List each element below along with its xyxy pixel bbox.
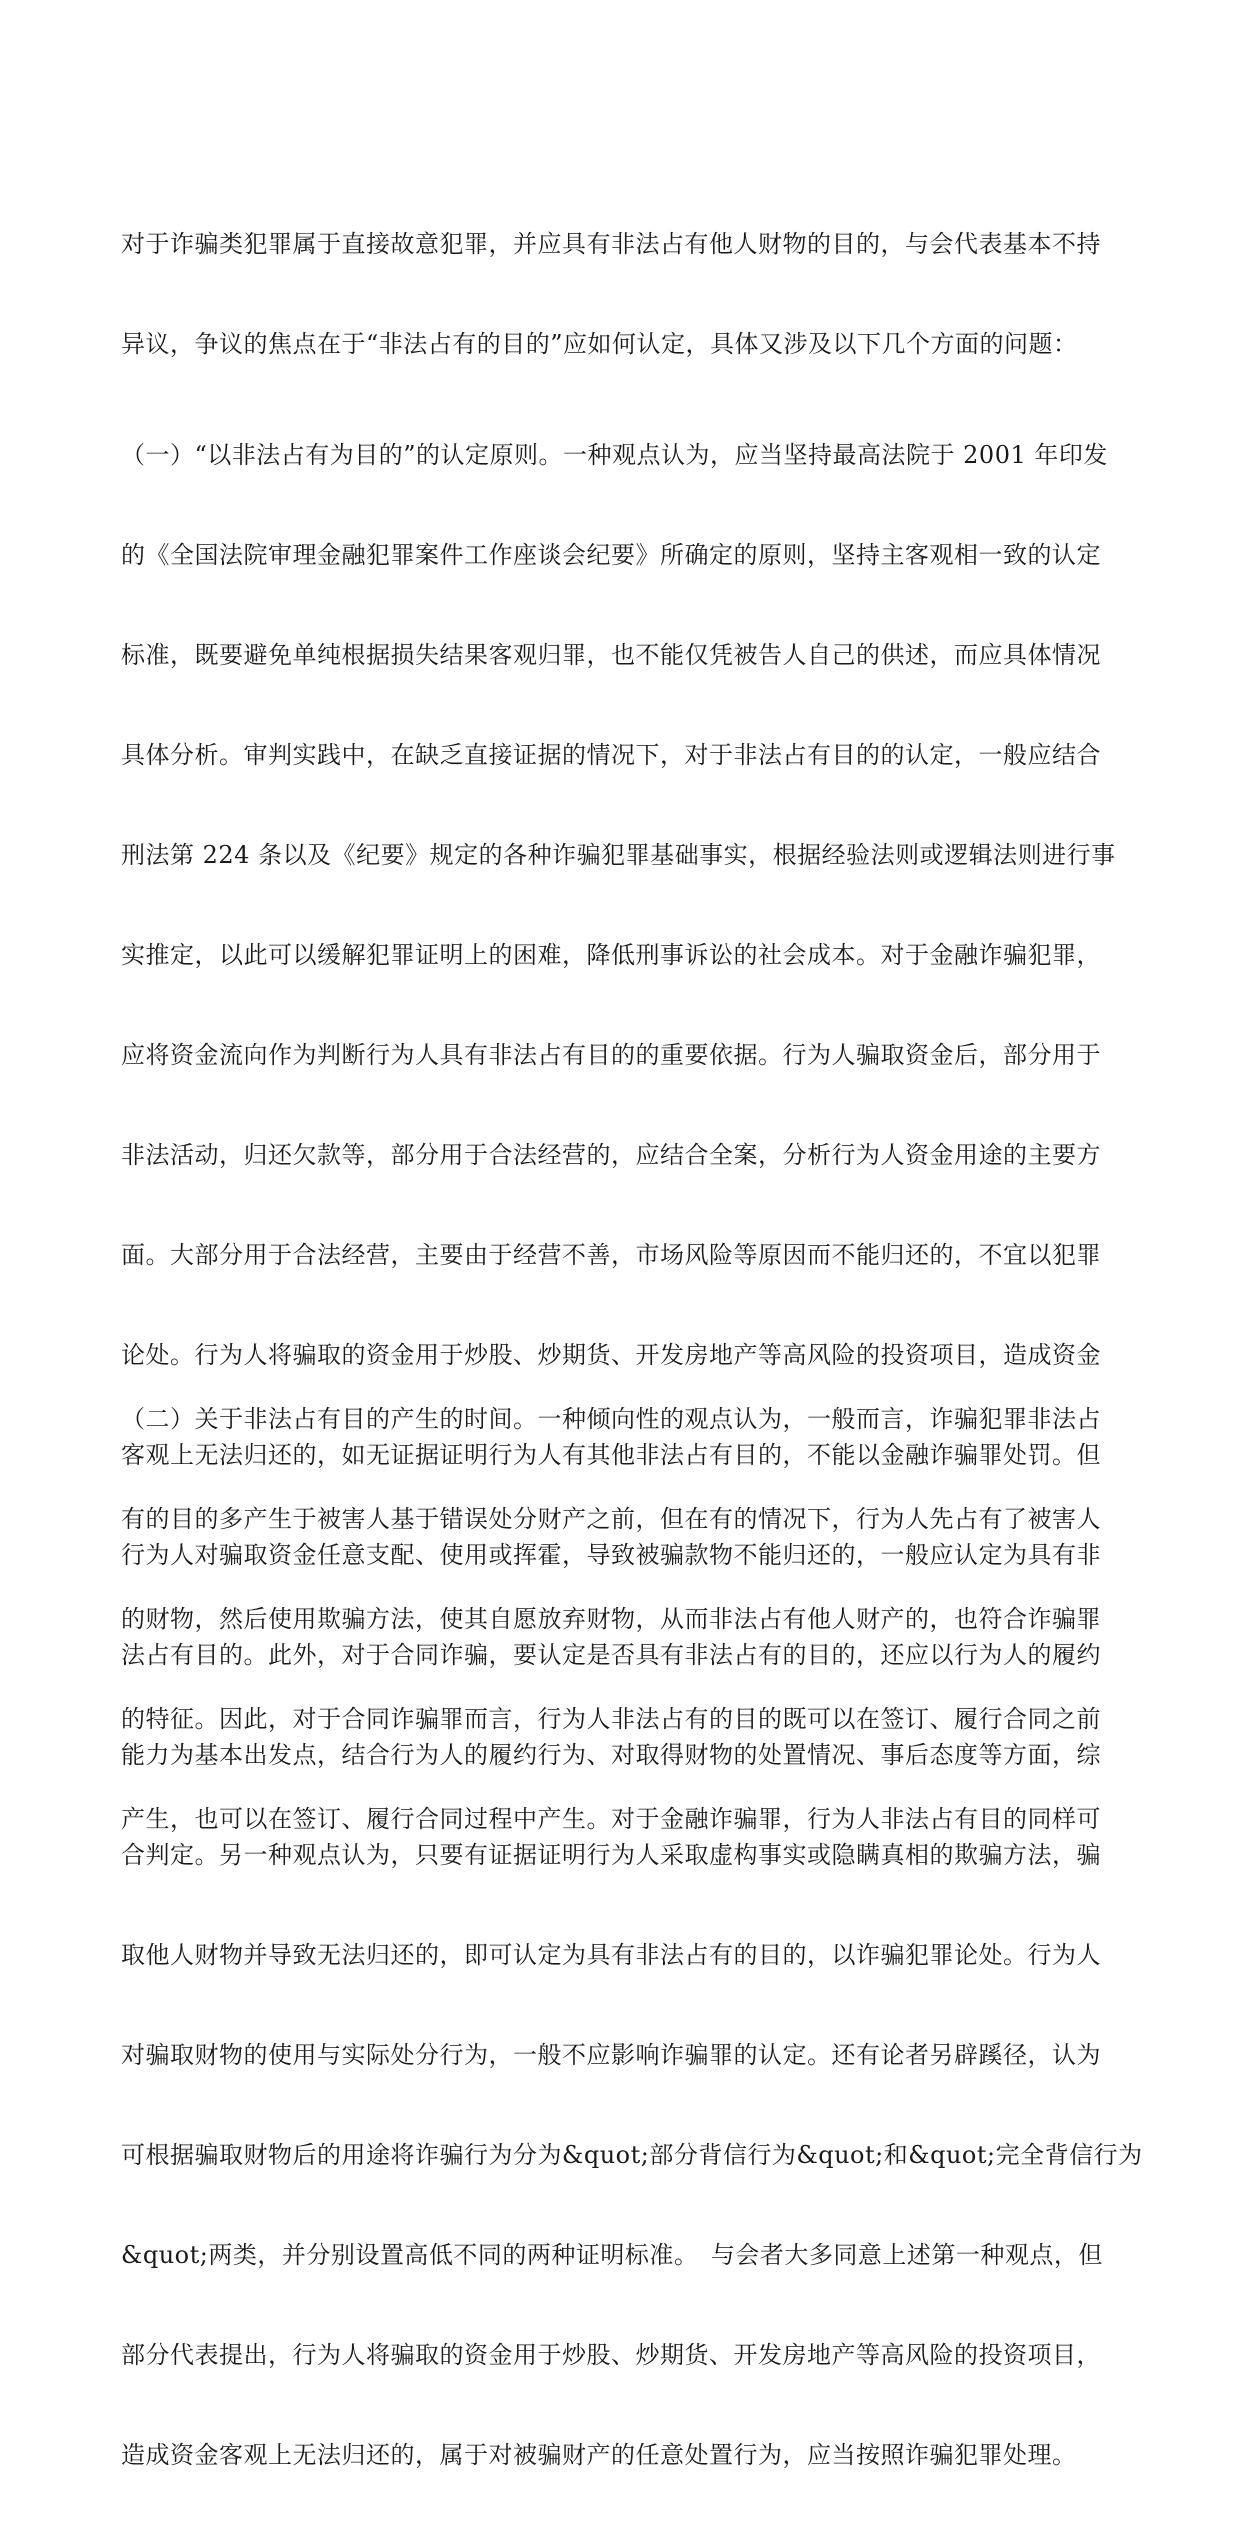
text-line: 客观上无法归还的，如无证据证明行为人有其他非法占有目的，不能以金融诈骗罪处罚。但: [121, 1441, 1101, 1469]
text-line: （二）关于非法占有目的产生的时间。一种倾向性的观点认为，一般而言，诈骗犯罪非法占: [121, 1405, 1101, 1433]
text-line: 的财物，然后使用欺骗方法，使其自愿放弃财物，从而非法占有他人财产的，也符合诈骗罪: [121, 1605, 1101, 1633]
paragraph-section-two: [121, 1341, 1101, 1897]
text-line: 可根据骗取财物后的用途将诈骗行为分为&quot;部分背信行为&quot;和&quot;完全背信行为: [121, 2141, 1143, 2169]
text-line: 产生，也可以在签订、履行合同过程中产生。对于金融诈骗罪，行为人非法占有目的同样可: [121, 1805, 1101, 1833]
text-line: 造成资金客观上无法归还的，属于对被骗财产的任意处置行为，应当按照诈骗犯罪处理。: [121, 2441, 1077, 2469]
text-line: 取他人财物并导致无法归还的，即可认定为具有非法占有的目的，以诈骗犯罪论处。行为人: [121, 1941, 1101, 1969]
text-line: 对于诈骗类犯罪属于直接故意犯罪，并应具有非法占有他人财物的目的，与会代表基本不持: [121, 230, 1101, 258]
text-line: 有的目的多产生于被害人基于错误处分财产之前，但在有的情况下，行为人先占有了被害人: [121, 1505, 1101, 1533]
text-line: 的特征。因此，对于合同诈骗罪而言，行为人非法占有的目的既可以在签订、履行合同之前: [121, 1705, 1101, 1733]
text-line: 刑法第 224 条以及《纪要》规定的各种诈骗犯罪基础事实，根据经验法则或逻辑法则进行事: [121, 841, 1116, 869]
text-line: 面。大部分用于合法经营，主要由于经营不善，市场风险等原因而不能归还的，不宜以犯罪: [121, 1241, 1101, 1269]
text-line: 论处。行为人将骗取的资金用于炒股、炒期货、开发房地产等高风险的投资项目，造成资金: [121, 1341, 1101, 1369]
text-line: 非法活动，归还欠款等，部分用于合法经营的，应结合全案，分析行为人资金用途的主要方: [121, 1141, 1101, 1169]
text-line: 应将资金流向作为判断行为人具有非法占有目的的重要依据。行为人骗取资金后，部分用于: [121, 1041, 1101, 1069]
text-line: 的《全国法院审理金融犯罪案件工作座谈会纪要》所确定的原则，坚持主客观相一致的认定: [121, 541, 1101, 569]
text-line: 实推定，以此可以缓解犯罪证明上的困难，降低刑事诉讼的社会成本。对于金融诈骗犯罪，: [121, 941, 1101, 969]
text-line: 法占有目的。此外，对于合同诈骗，要认定是否具有非法占有的目的，还应以行为人的履约: [121, 1641, 1101, 1669]
text-line: 具体分析。审判实践中，在缺乏直接证据的情况下，对于非法占有目的的认定，一般应结合: [121, 741, 1101, 769]
text-line: 异议，争议的焦点在于“非法占有的目的”应如何认定，具体又涉及以下几个方面的问题：: [121, 330, 1078, 358]
text-line: 部分代表提出，行为人将骗取的资金用于炒股、炒期货、开发房地产等高风险的投资项目，: [121, 2341, 1101, 2369]
text-line: 标准，既要避免单纯根据损失结果客观归罪，也不能仅凭被告人自己的供述，而应具体情况: [121, 641, 1101, 669]
text-line: &quot;两类，并分别设置高低不同的两种证明标准。 与会者大多同意上述第一种观点，但: [121, 2241, 1103, 2269]
text-line: 能力为基本出发点，结合行为人的履约行为、对取得财物的处置情况、事后态度等方面，综: [121, 1741, 1101, 1769]
text-line: 对骗取财物的使用与实际处分行为，一般不应影响诈骗罪的认定。还有论者另辟蹊径，认为: [121, 2041, 1101, 2069]
text-line: （一）“以非法占有为目的”的认定原则。一种观点认为，应当坚持最高法院于 2001 年印发: [121, 441, 1108, 469]
text-line: 合判定。另一种观点认为，只要有证据证明行为人采取虚构事实或隐瞒真相的欺骗方法，骗: [121, 1841, 1101, 1869]
text-line: 行为人对骗取资金任意支配、使用或挥霍，导致被骗款物不能归还的，一般应认定为具有非: [121, 1541, 1101, 1569]
